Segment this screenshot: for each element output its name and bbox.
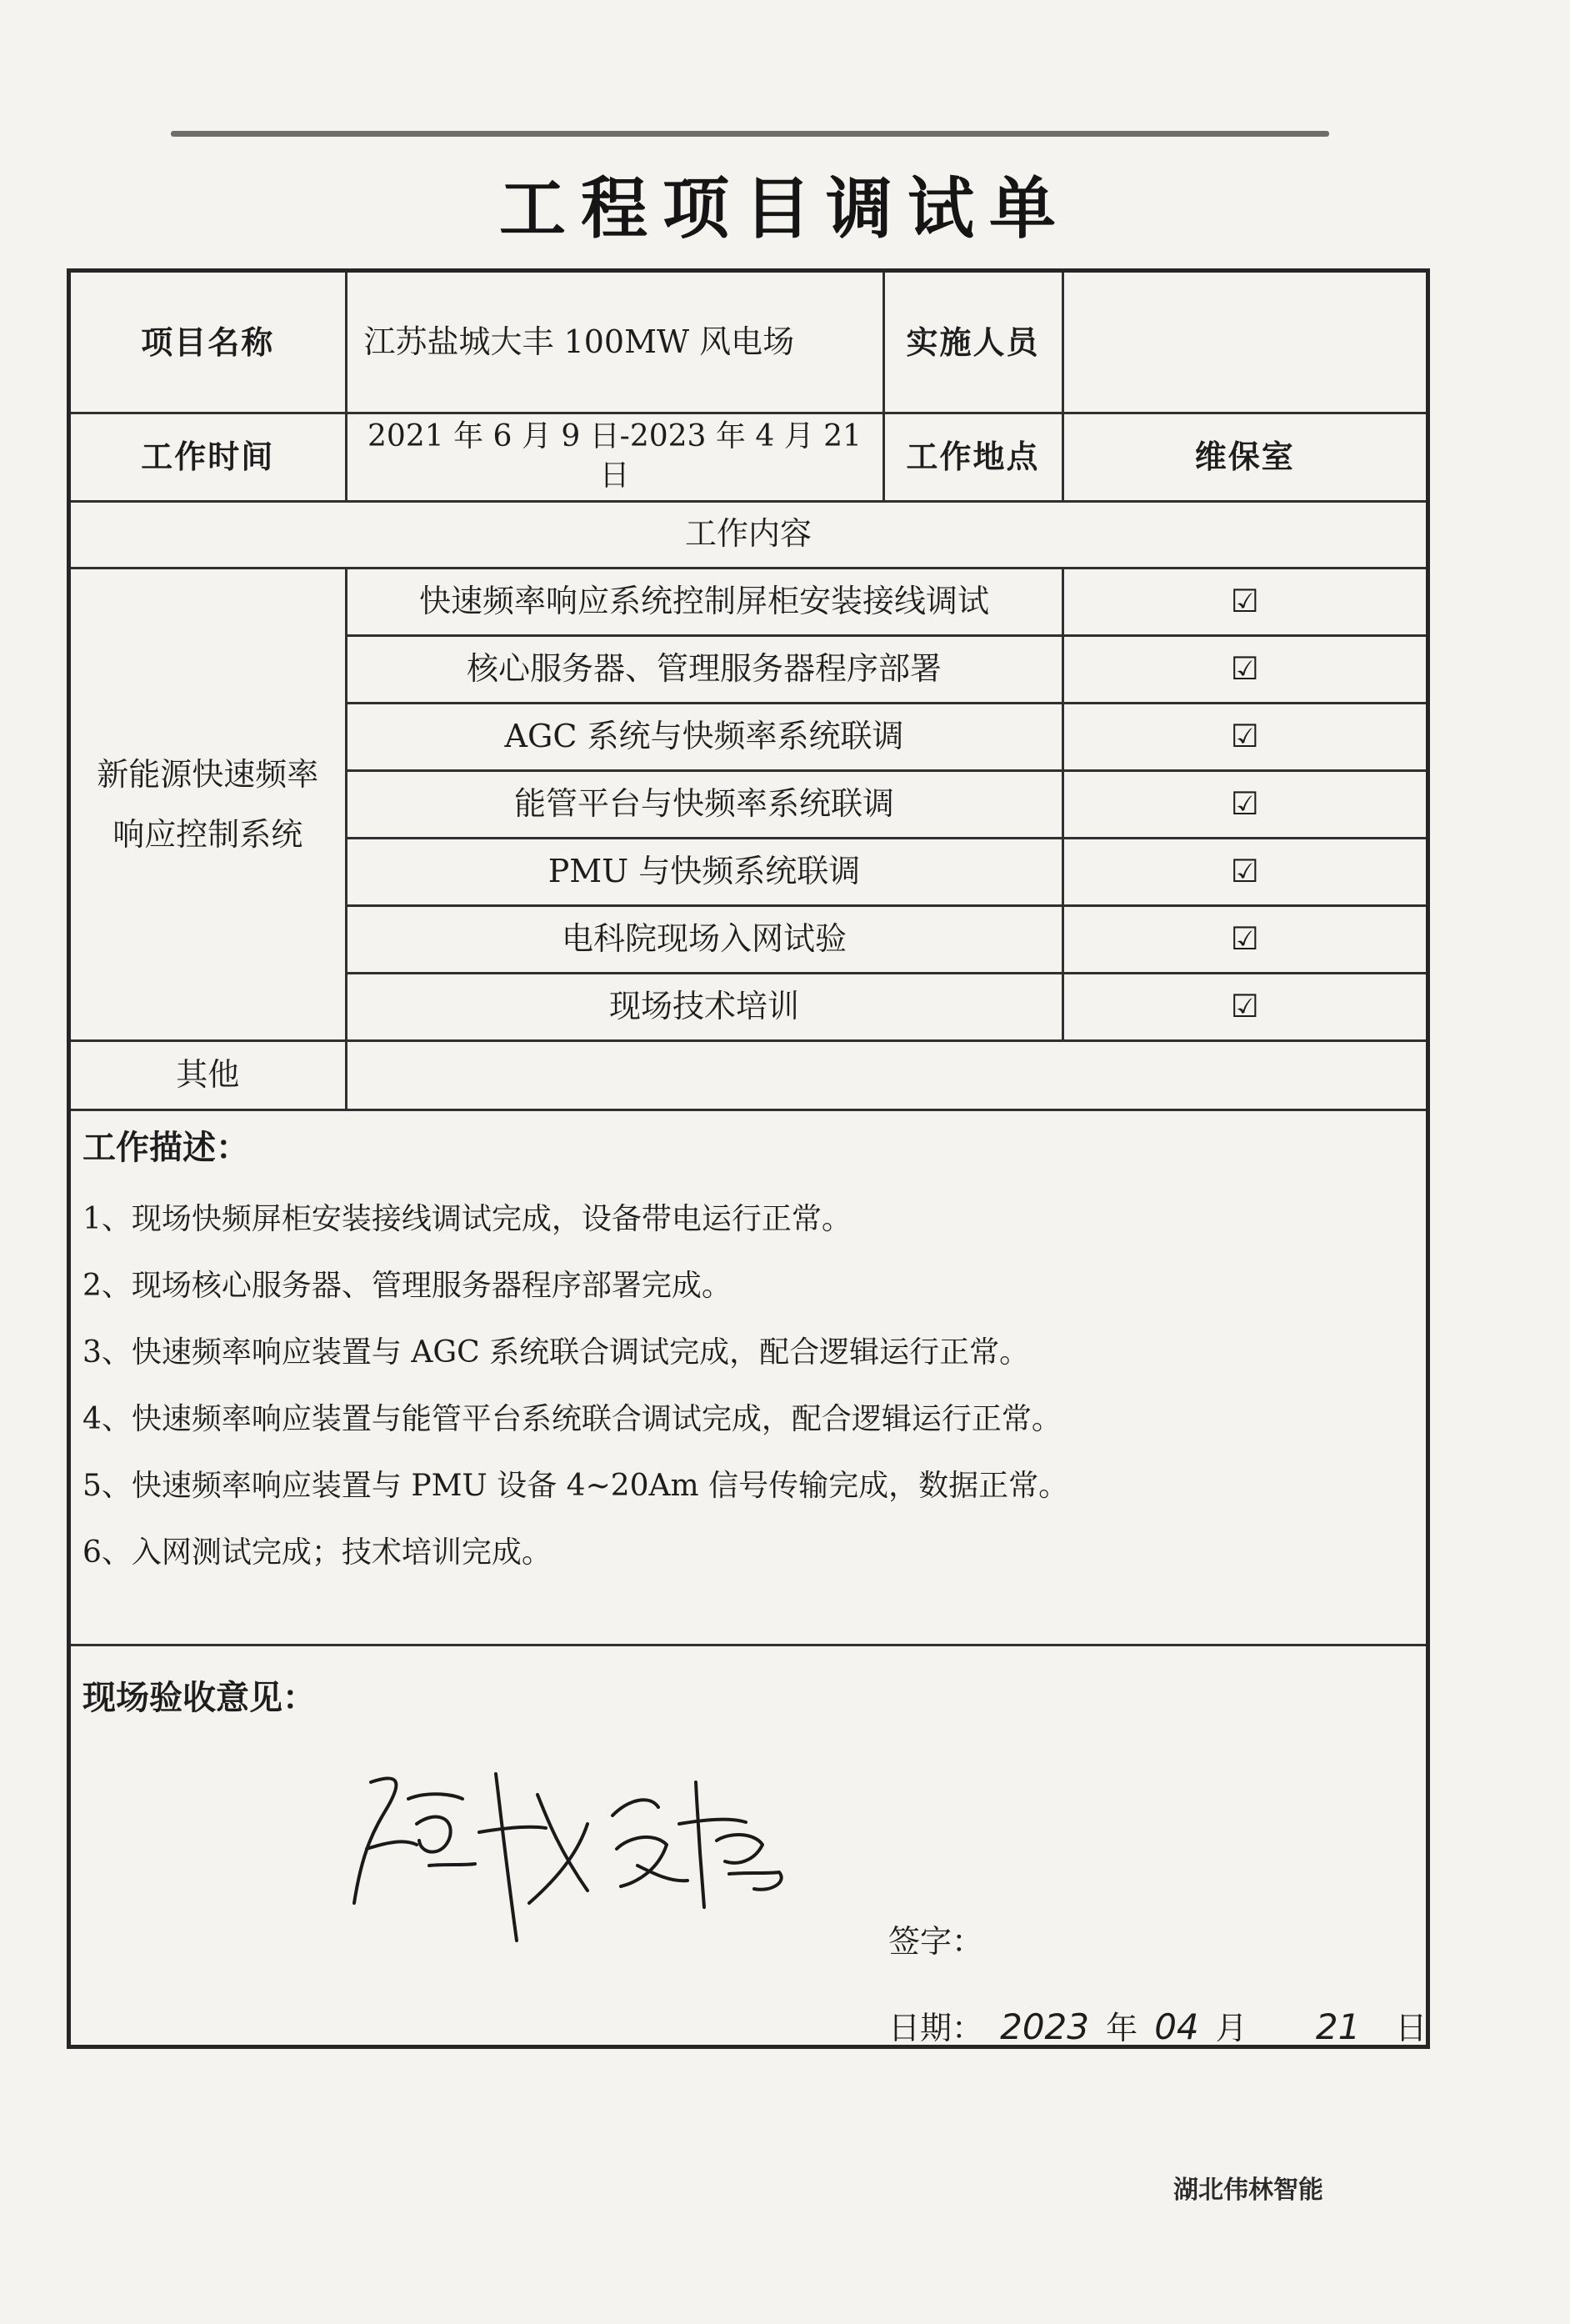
sign-label: 签字： [888,1923,984,1960]
work-time-label: 工作时间 [71,413,346,501]
other-label: 其他 [71,1040,346,1109]
list-item: 5、快速频率响应装置与 PMU 设备 4~20Am 信号传输完成，数据正常。 [82,1469,1069,1503]
checkbox-checked-icon: ☑ [1062,905,1426,973]
checkbox-checked-icon: ☑ [1062,770,1426,838]
task-row [71,568,1426,635]
row-project [71,273,1426,413]
task-name: 电科院现场入网试验 [346,905,1062,973]
row-other [71,1040,1426,1109]
date-row [888,2002,1427,2048]
task-name: 现场技术培训 [346,973,1062,1040]
year-char: 年 [1106,2010,1138,2046]
other-value [346,1040,1426,1109]
checkbox-checked-icon: ☑ [1062,838,1426,905]
implementer-label: 实施人员 [883,273,1062,413]
task-name: PMU 与快频系统联调 [346,838,1062,905]
date-label: 日期： [888,2010,984,2046]
project-name-value: 江苏盐城大丰 100MW 风电场 [346,273,883,413]
implementer-value [1062,273,1426,413]
top-rule [171,131,1329,137]
checkbox-checked-icon: ☑ [1062,635,1426,703]
handwritten-signature [338,1749,804,1949]
system-name: 新能源快速频率响应控制系统 [71,568,346,1040]
form-table [71,273,1426,1111]
work-time-value: 2021 年 6 月 9 日-2023 年 4 月 21 日 [346,413,883,501]
work-description [71,1106,1426,1646]
task-name: 核心服务器、管理服务器程序部署 [346,635,1062,703]
list-item: 3、快速频率响应装置与 AGC 系统联合调试完成，配合逻辑运行正常。 [82,1335,1030,1370]
footer-company: 湖北伟林智能 [1173,2176,1323,2205]
day-char: 日 [1395,2010,1428,2046]
row-time [71,413,1426,501]
row-content-header [71,501,1426,568]
work-place-label: 工作地点 [883,413,1062,501]
checkbox-checked-icon: ☑ [1062,703,1426,770]
month-char: 月 [1215,2010,1248,2046]
date-year: 2023 [1000,2006,1089,2047]
project-name-label: 项目名称 [71,273,346,413]
description-heading: 工作描述： [82,1129,249,1167]
page-title: 工程项目调试单 [499,170,1071,248]
list-item: 1、现场快频屏柜安装接线调试完成，设备带电运行正常。 [82,1202,852,1236]
date-month: 04 [1154,2006,1199,2047]
acceptance-heading: 现场验收意见： [82,1679,316,1717]
task-name: 快速频率响应系统控制屏柜安装接线调试 [346,568,1062,635]
work-place-value: 维保室 [1062,413,1426,501]
checkbox-checked-icon: ☑ [1062,568,1426,635]
list-item: 2、现场核心服务器、管理服务器程序部署完成。 [82,1269,732,1303]
checkbox-checked-icon: ☑ [1062,973,1426,1040]
list-item: 6、入网测试完成；技术培训完成。 [82,1535,552,1570]
content-header: 工作内容 [71,501,1426,568]
date-day: 21 [1315,2006,1361,2047]
task-name: AGC 系统与快频率系统联调 [346,703,1062,770]
task-name: 能管平台与快频率系统联调 [346,770,1062,838]
description-list [82,1200,1068,1600]
list-item: 4、快速频率响应装置与能管平台系统联合调试完成，配合逻辑运行正常。 [82,1402,1062,1436]
